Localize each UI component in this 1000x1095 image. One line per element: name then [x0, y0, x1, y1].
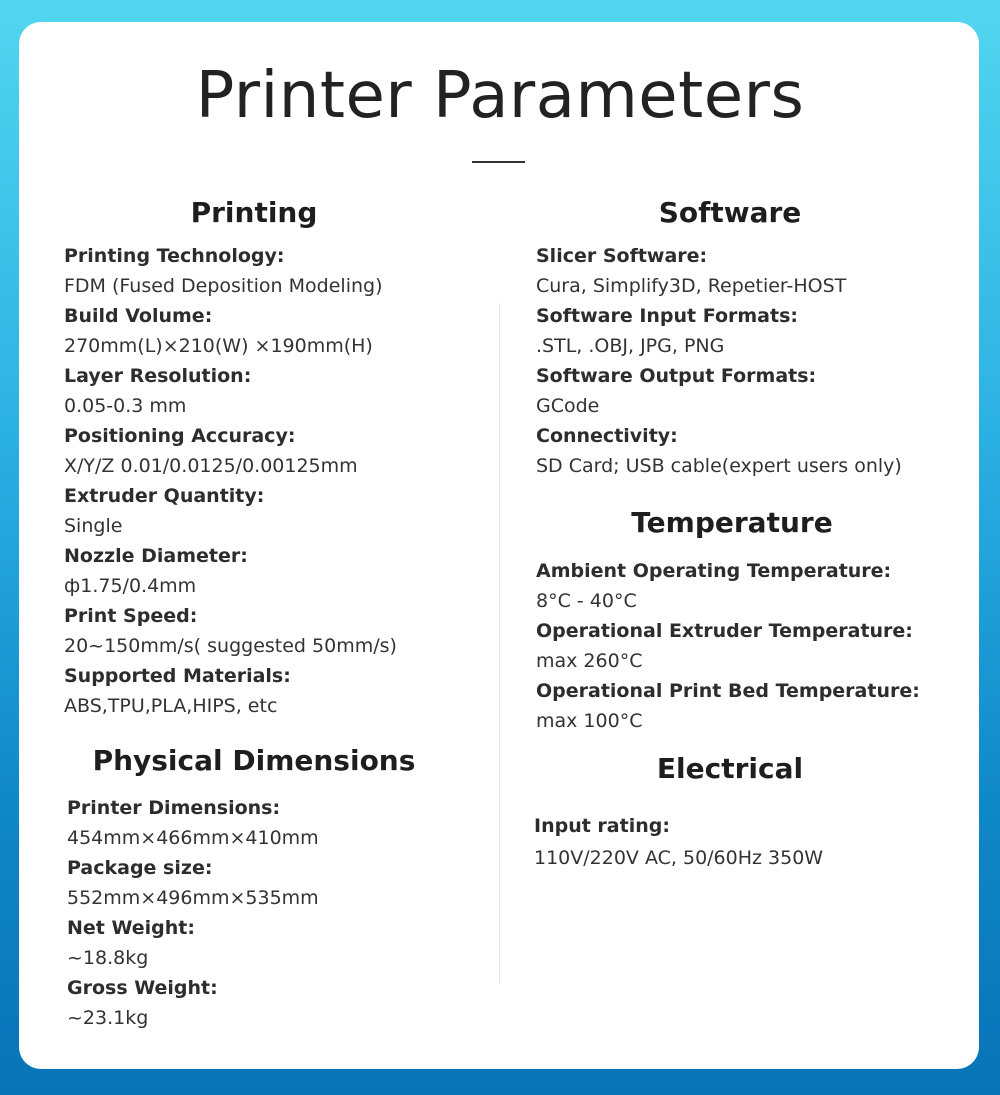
param-positioning-accuracy [64, 421, 397, 481]
param-label: Software Output Formats: [536, 365, 817, 387]
param-value: 454mm×466mm×410mm [67, 827, 319, 849]
param-label: Package size: [67, 857, 213, 879]
section-title-temperature: Temperature [631, 506, 833, 539]
section-title-printing: Printing [190, 196, 318, 229]
param-slicer-software [536, 241, 902, 301]
param-value: Single [64, 515, 123, 537]
param-label: Connectivity: [536, 425, 678, 447]
section-printing [64, 241, 397, 721]
param-value: 552mm×496mm×535mm [67, 887, 319, 909]
param-label: Operational Print Bed Temperature: [536, 680, 920, 702]
param-value: ABS,TPU,PLA,HIPS, etc [64, 695, 278, 717]
section-electrical [534, 811, 823, 873]
section-temperature [536, 556, 920, 736]
section-title-physical-dimensions: Physical Dimensions [92, 744, 416, 777]
param-value: ~18.8kg [67, 947, 149, 969]
param-value: 20~150mm/s( suggested 50mm/s) [64, 635, 397, 657]
param-value: ~23.1kg [67, 1007, 149, 1029]
param-package-size [67, 853, 319, 913]
param-label: Extruder Quantity: [64, 485, 265, 507]
title-underline [472, 161, 525, 163]
param-print-speed [64, 601, 397, 661]
param-label: Input rating: [534, 815, 670, 837]
param-label: Net Weight: [67, 917, 195, 939]
section-title-electrical: Electrical [656, 752, 804, 785]
param-value: GCode [536, 395, 600, 417]
param-label: Software Input Formats: [536, 305, 798, 327]
param-value: FDM (Fused Deposition Modeling) [64, 275, 383, 297]
param-connectivity [536, 421, 902, 481]
param-value: 270mm(L)×210(W) ×190mm(H) [64, 335, 373, 357]
param-input-rating [534, 811, 823, 873]
param-ambient-temperature [536, 556, 920, 616]
param-gross-weight [67, 973, 319, 1033]
param-value: SD Card; USB cable(expert users only) [536, 455, 902, 477]
param-label: Operational Extruder Temperature: [536, 620, 913, 642]
param-label: Supported Materials: [64, 665, 291, 687]
param-supported-materials [64, 661, 397, 721]
column-divider [499, 303, 500, 983]
section-software [536, 241, 902, 481]
section-physical-dimensions [67, 793, 319, 1033]
param-value: max 100°C [536, 710, 643, 732]
param-value: Cura, Simplify3D, Repetier-HOST [536, 275, 847, 297]
param-value: X/Y/Z 0.01/0.0125/0.00125mm [64, 455, 358, 477]
param-label: Printing Technology: [64, 245, 285, 267]
param-net-weight [67, 913, 319, 973]
param-extruder-quantity [64, 481, 397, 541]
param-value: 110V/220V AC, 50/60Hz 350W [534, 847, 824, 869]
param-label: Print Speed: [64, 605, 198, 627]
param-extruder-temperature [536, 616, 920, 676]
param-layer-resolution [64, 361, 397, 421]
param-value: 0.05-0.3 mm [64, 395, 187, 417]
param-printer-dimensions [67, 793, 319, 853]
section-title-software: Software [658, 196, 802, 229]
param-output-formats [536, 361, 902, 421]
param-value: .STL, .OBJ, JPG, PNG [536, 335, 725, 357]
param-print-bed-temperature [536, 676, 920, 736]
param-value: ф1.75/0.4mm [64, 575, 197, 597]
param-input-formats [536, 301, 902, 361]
param-printing-technology [64, 241, 397, 301]
param-label: Gross Weight: [67, 977, 218, 999]
param-label: Layer Resolution: [64, 365, 252, 387]
param-build-volume [64, 301, 397, 361]
param-value: max 260°C [536, 650, 643, 672]
param-label: Positioning Accuracy: [64, 425, 296, 447]
page-title: Printer Parameters [195, 59, 805, 133]
param-label: Slicer Software: [536, 245, 708, 267]
param-nozzle-diameter [64, 541, 397, 601]
param-label: Printer Dimensions: [67, 797, 281, 819]
param-label: Build Volume: [64, 305, 213, 327]
param-label: Nozzle Diameter: [64, 545, 248, 567]
param-value: 8°C - 40°C [536, 590, 637, 612]
param-label: Ambient Operating Temperature: [536, 560, 892, 582]
